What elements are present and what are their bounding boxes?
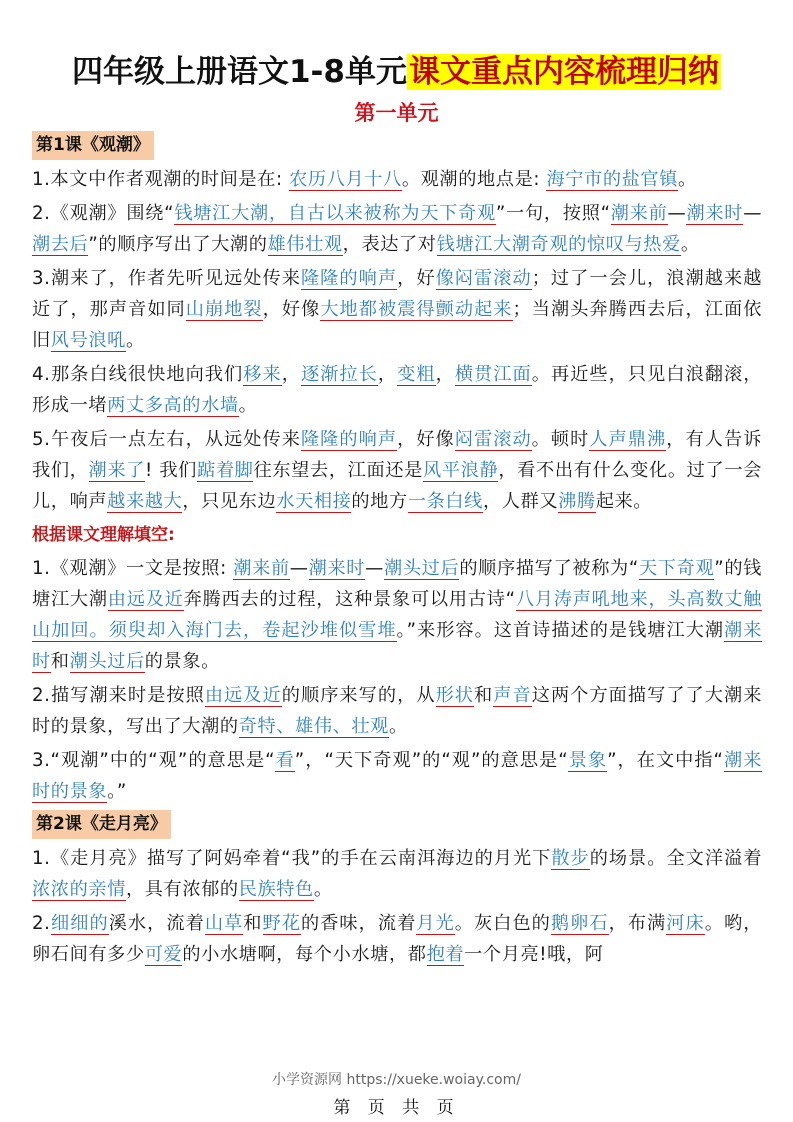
question-text: 。 [388,716,408,737]
question-text: 的地方 [351,491,408,512]
list-item [32,745,762,807]
question-text: 5.午夜后一点左右，从远处传来 [32,429,301,450]
question-text: ，只见东边 [182,491,277,512]
fill-section-heading: 根据课文理解填空: [32,525,175,545]
question-text: 2. [32,913,51,934]
question-text: ， [377,364,398,385]
answer-text: 月光 [416,913,455,934]
question-text: 。顿时 [531,429,590,450]
question-text: 。 [125,330,145,351]
answer-text: 声音 [493,685,532,706]
footer-source: 小学资源网 https://xueke.woiay.com/ [272,1072,521,1088]
question-text: 3.“观潮”中的“观”的意思是“ [32,750,276,771]
answer-text: 潮来前 [233,558,290,579]
answer-text: 潮来时 [686,203,744,224]
question-text: 奔腾西去的过程，这种景象可以用古诗“ [183,589,516,610]
answer-text: 抱着 [426,944,465,965]
answer-text: 大地都被震得颤动起来 [320,299,513,320]
list-item [32,164,762,195]
question-text: 的小水塘啊，每个小水塘，都 [182,944,427,965]
answer-text: 两丈多高的水墙 [107,395,239,416]
question-text: ”，在文中指“ [607,750,724,771]
question-text: ，表达了对 [342,234,437,255]
answer-text: 沸腾 [558,491,596,512]
question-text: ”一句，按照“ [495,203,611,224]
answer-text: 天下奇观 [638,558,715,579]
question-text: ，好像 [262,299,321,320]
question-text: 。再近些，只见白浪翻滚，形成一堵 [32,364,763,416]
answer-text: 潮去后 [32,234,89,255]
question-text: 一个月亮!哦，阿 [464,944,604,965]
answer-text: 钱塘江大潮奇观的惊叹与热爱 [436,234,681,255]
question-text: 往东望去，江面还是 [253,460,423,481]
answer-text: 雄伟壮观 [267,234,343,255]
question-text: 。观潮的地点是: [401,169,547,190]
title-main: 四年级上册语文1-8单元 [71,54,407,90]
answer-text: 潮头过后 [69,651,145,672]
question-text: 的景象。 [144,651,220,672]
answer-text: 隆隆的响声 [300,268,398,289]
answer-text: 由远及近 [204,685,282,706]
question-text: 的顺序描写了被称为“ [459,558,639,579]
question-text: ，看不出有什么变化。过了一会儿，响声 [32,460,762,512]
document-title [0,50,793,94]
answer-text: 风号浪吼 [50,330,126,351]
answer-text: 逐渐拉长 [300,364,378,385]
question-text: — [743,203,762,224]
lesson-2-items [32,843,762,970]
question-text: 。 [680,234,700,255]
question-text: 。哟，卵石间有多少 [32,913,762,965]
answer-text: 踮着脚 [196,460,254,481]
answer-text: 移来 [243,364,282,385]
question-text: 。 [678,169,697,190]
list-item [32,198,762,260]
question-text: 2.《观潮》围绕“ [32,203,175,224]
answer-text: 风平浪静 [422,460,499,481]
document-body [32,131,762,973]
answer-text: 民族特色 [238,879,314,900]
answer-text: 潮来了 [88,460,145,481]
question-text: 和 [243,913,263,934]
question-text: 。灰白色的 [454,913,551,934]
answer-text: 散步 [551,848,590,869]
question-text: 这两个方面描写了了大潮来时的景象，写出了大潮的 [32,685,763,737]
list-item [32,553,762,677]
list-item [32,680,762,742]
answer-text: 奇特、雄伟、壮观 [238,716,389,737]
answer-text: 鹅卵石 [550,913,609,934]
question-text: ，有人告诉我们， [32,429,762,481]
answer-text: 海宁市的盐官镇 [546,169,678,190]
answer-text: 一条白线 [407,491,483,512]
question-text: 。 [313,879,333,900]
answer-text: 八月涛声吼地来，头高数丈触山加回。须臾却入海门去，卷起沙堆似雪堆 [32,589,762,641]
answer-text: 景象 [568,750,608,771]
question-text: 4.那条白线很快地向我们 [32,364,244,385]
answer-text: 细细的 [50,913,109,934]
answer-text: 像闷雷滚动 [435,268,532,289]
answer-text: 可爱 [144,944,183,965]
lesson-2-heading: 第2课《走月亮》 [32,810,171,839]
question-text: ，好像 [397,429,455,450]
question-text: ，人群又 [482,491,559,512]
lesson-1-heading: 第1课《观潮》 [32,131,154,160]
question-text: 2.描写潮来时是按照 [32,685,205,706]
answer-text: 农历八月十八 [289,169,402,190]
question-text: ! 我们 [145,460,197,481]
unit-heading: 第一单元 [354,101,439,125]
answer-text: 野花 [262,913,301,934]
answer-text: 越来越大 [107,491,183,512]
list-item [32,359,762,421]
answer-text: 浓浓的亲情 [32,879,126,900]
question-text: 的香味，流着 [300,913,417,934]
answer-text: 隆隆的响声 [300,429,398,450]
answer-text: 河床 [666,913,705,934]
footer-page-number: 第 页 共 页 [333,1098,460,1118]
list-item [32,263,762,356]
question-text: 溪水，流着 [108,913,205,934]
question-text: 和 [50,651,70,672]
question-text: 和 [474,685,494,706]
question-text: ，布满 [608,913,667,934]
question-text: ， [435,364,455,385]
answer-text: 潮来前 [610,203,668,224]
answer-text: 人声鼎沸 [589,429,667,450]
question-text: ”，“天下奇观”的“观”的意思是“ [294,750,569,771]
question-text: 起来。 [595,491,653,512]
answer-text: 山崩地裂 [185,299,263,320]
question-text: 3.潮来了，作者先听见远处传来 [32,268,301,289]
answer-text: 形状 [435,685,475,706]
question-text: 1.本文中作者观潮的时间是在: [32,169,290,190]
lesson-1-items [32,164,762,517]
answer-text: 潮头过后 [383,558,460,579]
list-item [32,424,762,517]
answer-text: 水天相接 [276,491,352,512]
question-text: 的顺序来写的，从 [281,685,436,706]
question-text: ；过了一会儿，浪潮越来越近了，那声音如同 [32,268,762,320]
list-item [32,908,762,970]
question-text: 的场景。全文洋溢着 [589,848,763,869]
answer-text: 看 [275,750,295,771]
answer-text: 潮来时 [308,558,366,579]
question-text: — [289,558,309,579]
answer-text: 变粗 [397,364,436,385]
question-text: — [365,558,384,579]
question-text: 1.《观潮》一文是按照: [32,558,234,579]
question-text: ；当潮头奔腾西去后，江面依旧 [32,299,762,351]
question-text: ， [281,364,301,385]
question-text: 。 [238,395,258,416]
answer-text: 潮来时 [32,620,763,672]
answer-text: 由远及近 [107,589,184,610]
question-text: 1.《走月亮》描写了阿妈牵着“我”的手在云南洱海边的月光下 [32,848,552,869]
list-item [32,843,762,905]
answer-text: 钱塘江大潮，自古以来被称为天下奇观 [174,203,496,224]
question-text: 。” [107,781,127,802]
question-text: ”的顺序写出了大潮的 [88,234,268,255]
question-text: ，好 [397,268,436,289]
fill-section-items [32,553,762,807]
answer-text: 山草 [204,913,244,934]
question-text: ，具有浓郁的 [125,879,239,900]
answer-text: 横贯江面 [454,364,532,385]
question-text: 。”来形容。这首诗描述的是钱塘江大潮 [396,620,725,641]
title-highlight: 课文重点内容梳理归纳 [409,54,719,90]
question-text: ”的钱塘江大潮 [32,558,762,610]
question-text: — [667,203,687,224]
answer-text: 闷雷滚动 [454,429,532,450]
answer-text: 潮来时的景象 [32,750,762,802]
